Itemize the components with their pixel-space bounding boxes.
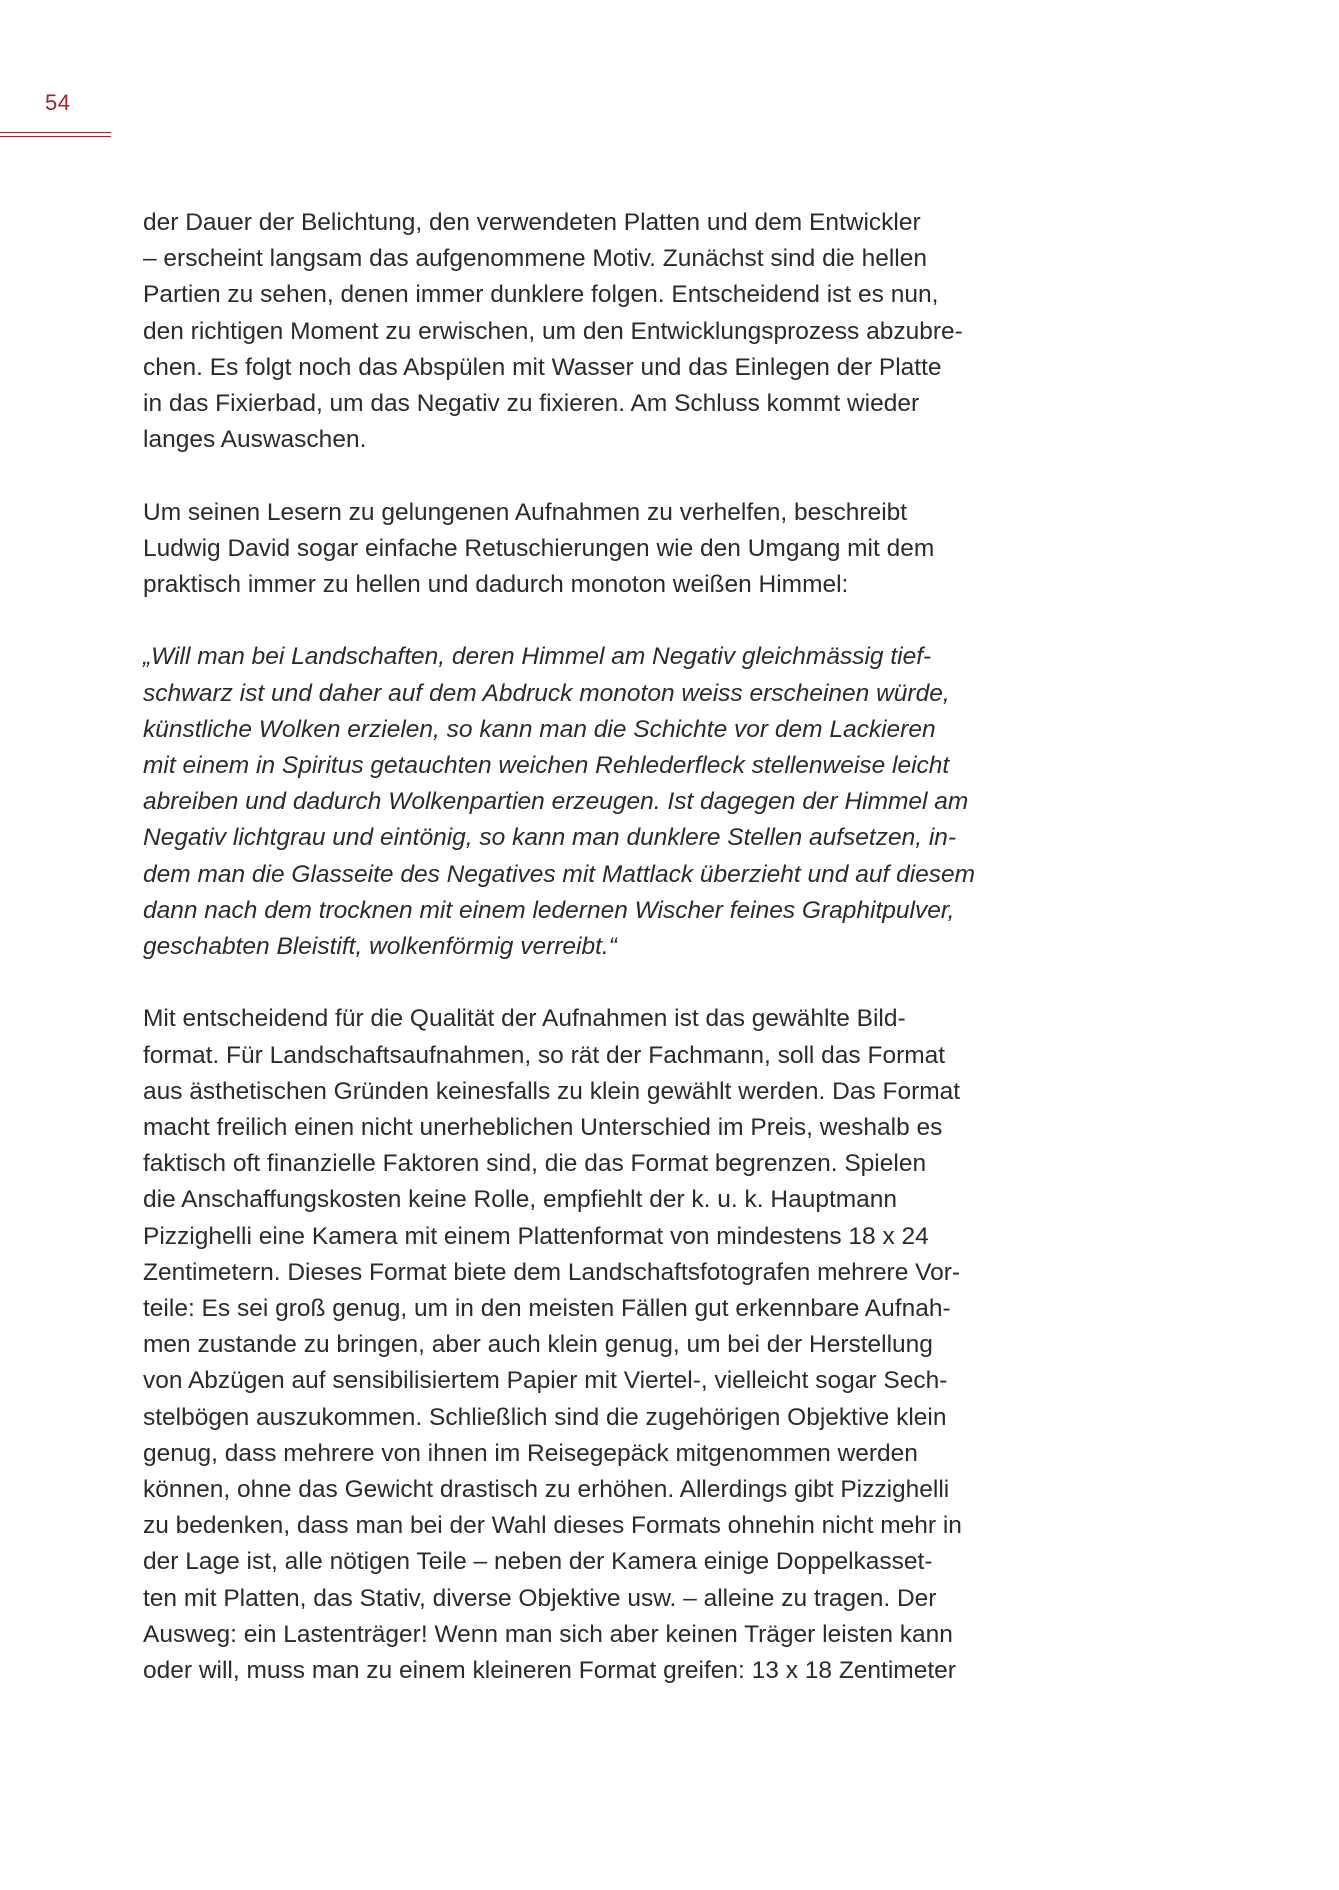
text-line: ten mit Platten, das Stativ, diverse Objektive usw. – alleine zu tragen. Der [143,1584,937,1612]
text-line: chen. Es folgt noch das Abspülen mit Wasser und das Einlegen der Platte [143,353,942,381]
text-line: dann nach dem trocknen mit einem ledernen Wischer feines Graphitpulver, [143,896,955,924]
paragraph [143,205,1043,458]
text-line: genug, dass mehrere von ihnen im Reisegepäck mitgenommen werden [143,1439,918,1467]
text-line: format. Für Landschaftsaufnahmen, so rät der Fachmann, soll das Format [143,1041,946,1069]
text-line: schwarz ist und daher auf dem Abdruck monoton weiss erscheinen würde, [143,679,950,707]
paragraph [143,495,1043,604]
text-line: Negativ lichtgrau und eintönig, so kann man dunklere Stellen aufsetzen, in- [143,824,957,852]
text-line: praktisch immer zu hellen und dadurch monoton weißen Himmel: [143,571,849,599]
text-line: der Dauer der Belichtung, den verwendeten Platten und dem Entwickler [143,209,921,236]
header-rule-top [0,132,111,133]
text-line: stelbögen auszukommen. Schließlich sind die zugehörigen Objektive klein [143,1403,947,1431]
page-number: 54 [45,90,71,115]
text-line: Mit entscheidend für die Qualität der Aufnahmen ist das gewählte Bild- [143,1005,906,1033]
text-line: dem man die Glasseite des Negatives mit Mattlack überzieht und auf diesem [143,860,976,888]
text-line: Pizzighelli eine Kamera mit einem Plattenformat von mindestens 18 x 24 [143,1222,929,1250]
text-line: die Anschaffungskosten keine Rolle, empfiehlt der k. u. k. Hauptmann [143,1186,898,1214]
text-line: Zentimetern. Dieses Format biete dem Landschaftsfotografen mehrere Vor- [143,1258,961,1286]
text-line: zu bedenken, dass man bei der Wahl dieses Formats ohnehin nicht mehr in [143,1512,962,1540]
text-line: der Lage ist, alle nötigen Teile – neben der Kamera einige Doppelkasset- [143,1548,933,1576]
text-line: geschabten Bleistift, wolkenförmig verreibt.“ [143,933,617,961]
text-line: teile: Es sei groß genug, um in den meisten Fällen gut erkennbare Aufnah- [143,1295,951,1323]
text-line: mit einem in Spiritus getauchten weichen Rehlederfleck stellenweise leicht [143,752,950,780]
block-quote [143,639,1043,965]
text-line: abreiben und dadurch Wolkenpartien erzeugen. Ist dagegen der Himmel am [143,788,969,816]
text-line: oder will, muss man zu einem kleineren Format greifen: 13 x 18 Zentimeter [143,1657,956,1685]
text-line: Ausweg: ein Lastenträger! Wenn man sich aber keinen Träger leisten kann [143,1620,953,1648]
text-line: macht freilich einen nicht unerheblichen Unterschied im Preis, weshalb es [143,1114,943,1142]
text-line: – erscheint langsam das aufgenommene Motiv. Zunächst sind die hellen [143,245,927,273]
text-line: Um seinen Lesern zu gelungenen Aufnahmen zu verhelfen, beschreibt [143,498,908,526]
text-line: aus ästhetischen Gründen keinesfalls zu klein gewählt werden. Das Format [143,1077,961,1105]
paragraph-gap [143,965,1043,1001]
paragraph [143,1001,1043,1689]
text-line: faktisch oft finanzielle Faktoren sind, die das Format begrenzen. Spielen [143,1150,927,1178]
text-line: in das Fixierbad, um das Negativ zu fixieren. Am Schluss kommt wieder [143,390,920,418]
paragraph-gap [143,603,1043,639]
text-line: den richtigen Moment zu erwischen, um den Entwicklungsprozess abzubre- [143,317,963,345]
text-line: langes Auswaschen. [143,426,367,454]
text-line: von Abzügen auf sensibilisiertem Papier mit Viertel-, vielleicht sogar Sech- [143,1367,948,1395]
header-rule-bottom [0,136,111,137]
body-text [143,205,1043,1689]
text-line: Ludwig David sogar einfache Retuschierungen wie den Umgang mit dem [143,534,935,562]
text-line: Partien zu sehen, denen immer dunklere folgen. Entscheidend ist es nun, [143,281,939,309]
text-line: künstliche Wolken erzielen, so kann man die Schichte vor dem Lackieren [143,715,936,743]
text-line: können, ohne das Gewicht drastisch zu erhöhen. Allerdings gibt Pizzighelli [143,1476,950,1504]
text-line: „Will man bei Landschaften, deren Himmel am Negativ gleichmässig tief- [143,643,932,671]
paragraph-gap [143,458,1043,494]
text-line: men zustande zu bringen, aber auch klein genug, um bei der Herstellung [143,1331,933,1359]
